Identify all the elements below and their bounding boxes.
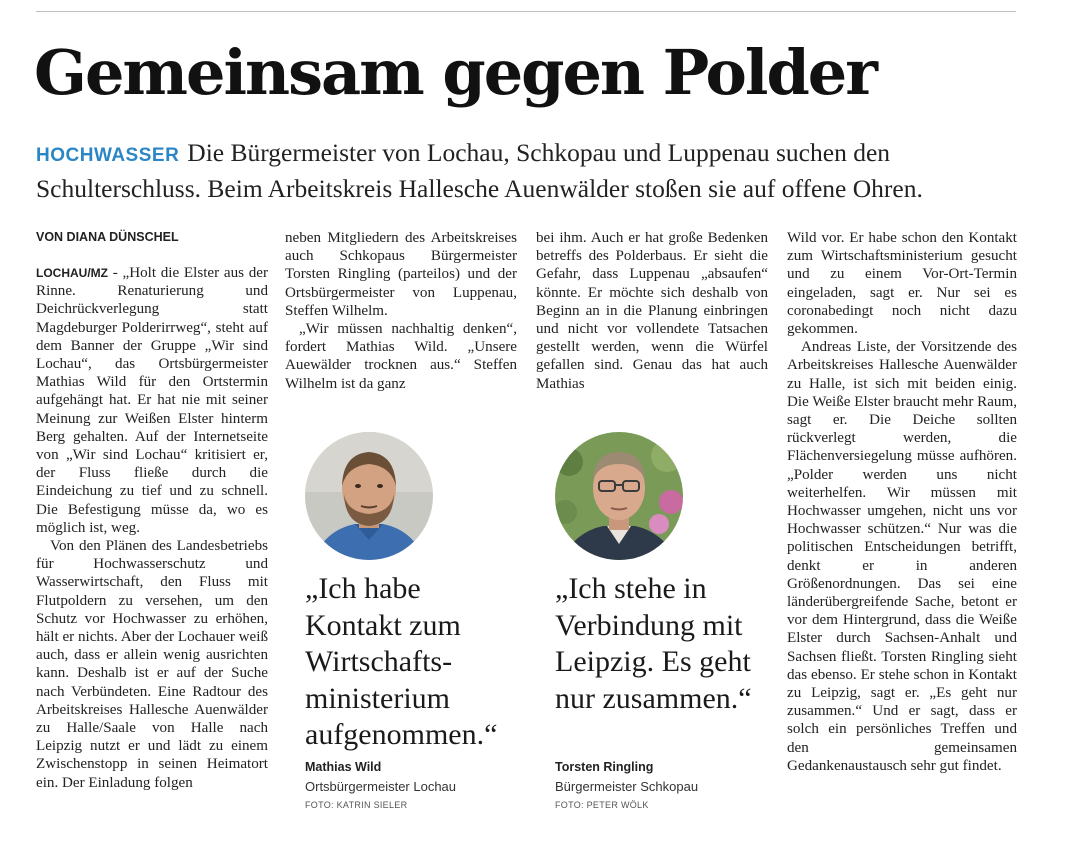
top-rule: [36, 11, 1016, 12]
quote-1-photo-credit: FOTO: KATRIN SIELER: [305, 800, 408, 810]
article-column-4: [787, 229, 1017, 775]
headline: Gemeinsam gegen Polder: [34, 36, 876, 109]
quote-2-name: Torsten Ringling: [555, 760, 654, 774]
col2-paragraph-1: neben Mitgliedern des Arbeitskreises auch Schkopaus Bürgermeister Torsten Ringling (parteilos) und der Ortsbürgermeister von Luppenau, Steffen Wilhelm.: [285, 230, 517, 319]
quote-1-name: Mathias Wild: [305, 760, 382, 774]
col4-paragraph-1: Wild vor. Er habe schon den Kontakt zum Wirtschaftsministerium gesucht und zu einem Vor-Ort-Termin eingeladen, sagt er. Nur sei es coronabedingt noch nicht dazu gekommen.: [787, 230, 1017, 338]
quote-1-role: Ortsbürgermeister Lochau: [305, 779, 457, 794]
quote-2-role: Bürgermeister Schkopau: [555, 779, 699, 794]
portrait-photo-mathias-wild: [305, 432, 433, 560]
pull-quote-2: „Ich stehe in Verbindung mit Leipzig. Es geht nur zusammen.“: [555, 572, 752, 715]
article-column-2: [285, 229, 517, 393]
subline: [36, 136, 1036, 205]
col3-paragraph-1: bei ihm. Auch er hat große Bedenken betreffs des Polderbaus. Er sieht die Gefahr, dass Luppenau „absaufen“ könnte. Er möchte sich deshalb von Beginn an in die Planung einbringen und nicht vor vollendete Tatsachen gestellt werden, wenn die Würfel gefallen sind. Genau das hat auch Mathias: [536, 230, 768, 392]
col1-paragraph-1: - „Holt die Elster aus der Rinne. Renaturierung und Deichrückverlegung statt Magdeburger Polderirrweg“, steht auf dem Banner der Gruppe „Wir sind Lochau“, das Ortsbürgermeister Mathias Wild für den Ortstermin aufgehängt hat. Er hat nie mit seiner Meinung zur Weißen Elster hinterm Berg gehalten. Auf der Internetseite von „Wir sind Lochau“ kritisiert er, der Fluss fließe durch die Eindeichung zu tief und zu schnell. Die Befestigung müsse da, wo es möglich ist, weg.: [36, 265, 268, 536]
col2-paragraph-2: „Wir müssen nachhaltig denken“, fordert Mathias Wild. „Unsere Auewälder trocknen aus.“ Steffen Wilhelm ist da ganz: [285, 321, 517, 392]
article-column-3: [536, 229, 768, 393]
subline-text: Die Bürgermeister von Lochau, Schkopau und Luppenau suchen den Schulterschluss. Beim Arbeitskreis Hallesche Auenwälder stoßen sie auf offene Ohren.: [36, 138, 923, 203]
article-column-1: [36, 264, 268, 792]
dateline: LOCHAU/MZ: [36, 266, 108, 280]
quote-2-photo-credit: FOTO: PETER WÖLK: [555, 800, 649, 810]
byline: VON DIANA DÜNSCHEL: [36, 230, 179, 244]
portrait-photo-torsten-ringling: [555, 432, 683, 560]
kicker: HOCHWASSER: [36, 145, 180, 166]
col4-paragraph-2: Andreas Liste, der Vorsitzende des Arbeitskreises Hallesche Auenwälder zu Halle, ist sich mit beiden einig. Die Weiße Elster braucht mehr Raum, sagt er. Die Deiche sollten rückverlegt werden, die Flächenversiegelung müsse aufhören. „Polder werden uns nicht weiterhelfen. Wir müssen mit Hochwasser umgehen, nicht uns vor Hochwasser schützen.“ Nur was die politischen Entscheidungen betrifft, denkt er in anderen Größenordnungen. Das sei eine länderübergreifende Sache, betont er vor dem Hintergrund, dass die Weiße Elster durch Sachsen-Anhalt und Sachsen fließt. Torsten Ringling sieht das ebenso. Er stehe schon in Kontakt zu Leipzig, sagt er. „Es geht nur zusammen.“ Und er sagt, dass er solch ein persönliches Treffen und den gemeinsamen Gedankenaustausch sehr gut findet.: [787, 339, 1017, 774]
col1-paragraph-2: Von den Plänen des Landesbetriebs für Hochwasserschutz und Wasserwirtschaft, den Fluss mit Flutpoldern zu versehen, um den Schutz vor Hochwasser zu erhöhen, hält er nichts. Aber der Lochauer weiß auch, dass er allein wenig ausrichten kann. Deshalb ist er auf der Suche nach Verbündeten. Eine Radtour des Arbeitskreises Hallesche Auenwälder zu Halle/Saale von Halle nach Leipzig nutzt er und lädt zu einem Zwischenstopp in seinen Heimatort ein. Der Einladung folgen: [36, 538, 268, 791]
pull-quote-1: „Ich habe Kontakt zum Wirtschaftsministerium aufgenommen.“: [305, 572, 498, 751]
